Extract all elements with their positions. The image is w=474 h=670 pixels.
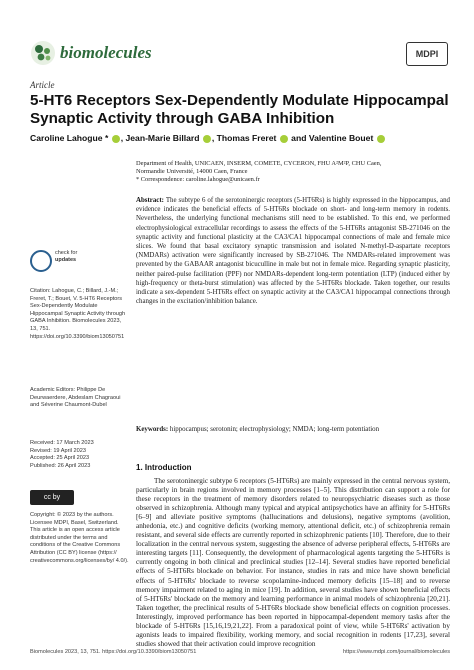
author-name[interactable]: , Thomas Freret [211,133,277,143]
journal-name[interactable]: biomolecules [60,43,152,62]
citation: Citation: Lahogue, C.; Billard, J.-M.; Freret, T.; Bouet, V. 5-HT6 Receptors Sex-Dependently Modulate Hippocampal Synaptic Activity through GABA Inhibition. Biomolecules 2023, 13, 751. https://doi.org/10.3390/biom13050751 [30,288,126,340]
paper-title: 5-HT6 Receptors Sex-Dependently Modulate Hippocampal Synaptic Activity through GABA Inhibition [30,92,449,127]
mdpi-logo[interactable]: MDPI [406,42,448,66]
abstract [136,196,450,306]
introduction-text: The serotoninergic subtype 6 receptors (5-HT6Rs) are mainly expressed in the central nervous system, particularly in brain regions involved in memory processes [1–5]. This distribution can support a role for these receptors in the treatment of memory disorders related to neuropsychiatric diseases such as those observed in schizophrenia. Although many typical and atypical antipsychotics have an affinity for 5-HT6Rs [6–9] and alleviate positive symptoms (hallucinations and delusions), negative symptoms (avolition, anhedonia, etc.) and cognitive deficits (working memory, attentional deficit, etc.) of schizophrenia remain resistant, and several side effects are currently reported in schizophrenic patients [10]. Therefore, due to their localization in the central nervous system, suggesting the absence of adverse peripheral effects, 5-HT6Rs are interesting targets [11]. Consequently, the development of pharmacological agents targeting the 5-HT6Rs is currently ongoing in both clinical and preclinical studies [12–14]. Several studies have reported beneficial effects of 5-HT6Rs blockade on behavior. For instance, studies in rats and mice have shown beneficial effects of 5-HT6Rs' blockade to reverse scopolamine-induced memory deficits [15–18] and to reverse memory impairment related to aging in mice [19]. In addition, several studies have shown beneficial effects of 5-HT6Rs' blockade on the memory and learning performance in animal models of schizophrenia [20,21]. Taken together, the preclinical results of 5-HT6Rs blockade show beneficial effects on cognition processes. Interestingly, improved performance has been reported in hippocampal-dependent memory tasks after the blockade of 5-HT6Rs [15,16,19,21,22]. From a paradoxical point of view, while 5-HT6Rs' activation by agonists leads to impaired flexibility, working memory, and social recognition in rodents [17,23], several studies showed that their activation could improve recognition [136,477,450,648]
accepted-date: Accepted: 25 April 2023 [30,455,90,462]
author-name[interactable]: , Jean-Marie Billard [120,133,200,143]
author-name[interactable]: Caroline Lahogue * [30,133,109,143]
orcid-icon[interactable] [112,135,120,143]
keywords [136,426,450,433]
article-type: Article [30,80,55,90]
published-date: Published: 26 April 2023 [30,462,91,469]
affiliation-line: Department of Health, UNICAEN, INSERM, COMETE, CYCERON, FHU A²M²P, CHU Caen, [136,160,382,167]
footer-journal-info[interactable]: Biomolecules 2023, 13, 751. https://doi.org/10.3390/biom13050751 [30,649,197,655]
copyright-notice: Copyright: © 2023 by the authors. Licensee MDPI, Basel, Switzerland. This article is an open access article distributed under the terms and conditions of the Creative Commons Attribution (CC BY) license (https:// creativecommons.org/licenses/by/ 4.0/). [30,512,129,564]
orcid-icon[interactable] [203,135,211,143]
correspondence[interactable]: * Correspondence: caroline.lahogue@unicaen.fr [136,176,260,184]
author-list [30,133,450,143]
author-name[interactable]: and Valentine Bouet [288,133,374,143]
biomolecules-logo-icon [30,40,56,66]
orcid-icon[interactable] [280,135,288,143]
academic-editors: Academic Editors: Philippe De Deurwaerdere, Abdeslam Chagraoui and Séverine Chaumont-Dubel [30,387,121,409]
affiliation-line: Normandie Université, 14000 Caen, France [136,168,248,176]
keywords-label: Keywords: [136,426,169,433]
keywords-text: hippocampus; serotonin; electrophysiology; NMDA; long-term potentiation [168,426,380,433]
page-footer [30,649,450,655]
introduction-paragraph [136,477,450,649]
revised-date: Revised: 19 April 2023 [30,447,86,454]
orcid-icon[interactable] [377,135,385,143]
publication-dates [30,440,130,470]
check-for-updates-label[interactable]: check for updates [55,250,78,263]
section-heading: 1. Introduction [136,463,192,472]
received-date: Received: 17 March 2023 [30,440,94,446]
check-for-updates-icon[interactable] [30,250,52,272]
cc-by-license-icon[interactable]: cc by [30,490,74,505]
abstract-text: The subtype 6 of the serotoninergic receptors (5-HT6Rs) is highly expressed in the hippocampus, and evidence indicates the beneficial effects of 5-HT6Rs blockade on short- and long-term memory in rodents. Nevertheless, the underlying functional mechanisms still need to be established. To this end, we performed electrophysiological extracellular recordings to assess the effects of the 5-HT6Rs antagonist SB-271046 on the synaptic activity and functional plasticity at the CA3/CA1 hippocampal connections of male and female mice slices. We found that basal excitatory synaptic transmission and isolated N-methyl-D-aspartate receptors (NMDARs) activation were significantly increased by SB-271046. The NMDARs-related improvement was prevented by the GABAAR antagonist bicuculline in male but not in female mice. Regarding synaptic plasticity, neither paired-pulse facilitation (PPF) nor NMDARs-dependent long-term potentiation (LTP) (induced either by high-frequency or theta-burst stimulation) was affected by the 5-HT6Rs blockade. Taken together, our results indicate a sex-dependent 5-HT6Rs effect on synaptic activity at the CA3/CA1 hippocampal connections through changes in the excitation/inhibition balance. [136,197,450,306]
abstract-label: Abstract: [136,197,164,204]
footer-url[interactable]: https://www.mdpi.com/journal/biomolecules [343,649,450,655]
affiliation-block [136,160,446,185]
